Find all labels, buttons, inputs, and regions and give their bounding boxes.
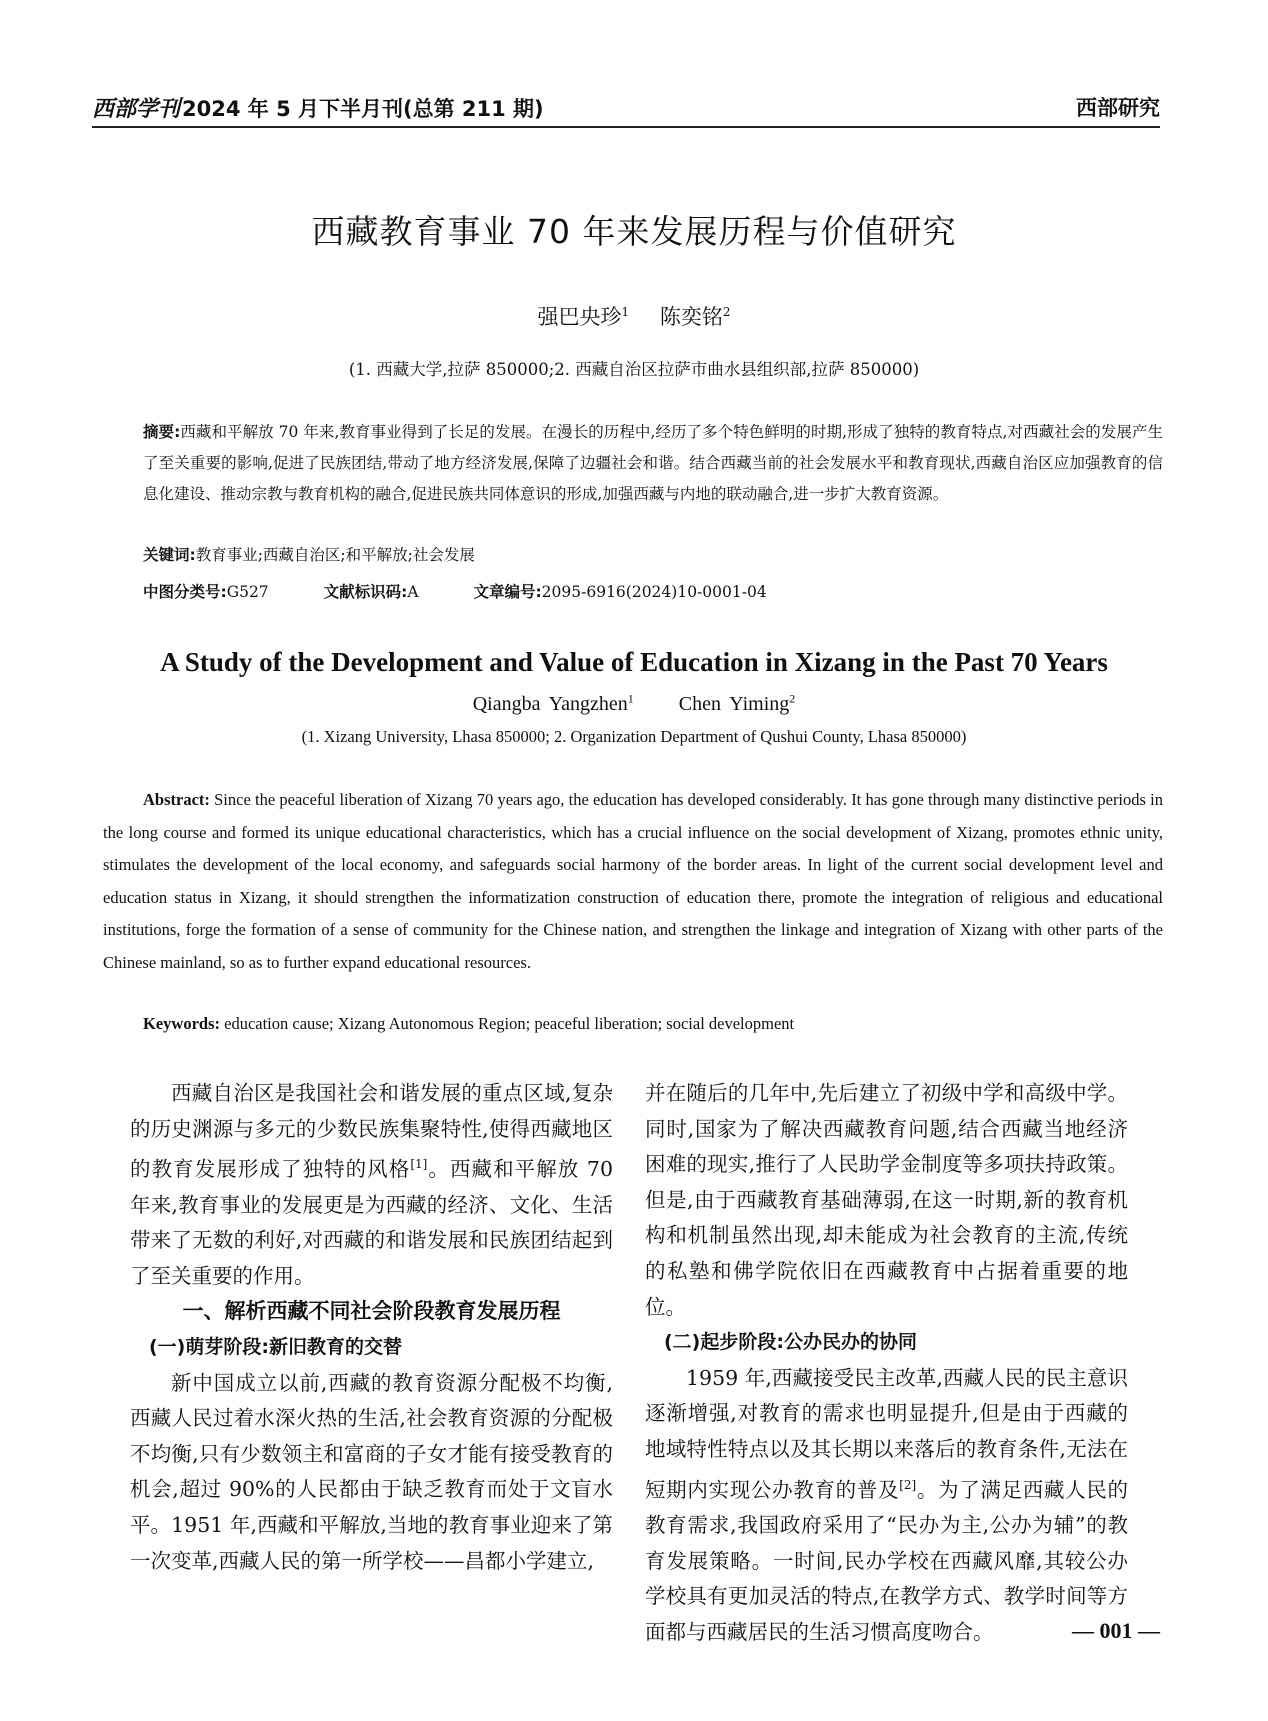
- author-name-en: Qiangba Yangzhen$^1$: [472, 691, 634, 715]
- subsection-heading: (二)起步阶段:公办民办的协同: [664, 1331, 917, 1354]
- abstract-cn-label: 摘要:: [143, 423, 181, 441]
- citation-ref: [2]: [899, 1477, 917, 1492]
- document-code: 文献标识码:A: [323, 583, 419, 601]
- body-column-right: [645, 1076, 1128, 1650]
- keywords-en-label: Keywords:: [143, 1014, 220, 1033]
- running-header: [92, 86, 1160, 128]
- intro-paragraph: 西藏自治区是我国社会和谐发展的重点区域,复杂的历史渊源与多元的少数民族集聚特性,使得西藏地区的教育发展形成了独特的风格[1]。西藏和平解放 70 年来,教育事业的发展更是为西藏的经济、文化、生活带来了无数的利好,对西藏的和谐发展和民族团结起到了至关重要的作用。: [130, 1081, 613, 1288]
- paper-title: 西藏教育事业 70 年来发展历程与价值研究: [311, 212, 957, 251]
- page-number: — 001 —: [1072, 1618, 1160, 1643]
- abstract-en: [103, 784, 1163, 979]
- abstract-en-label: Abstract:: [143, 790, 210, 809]
- body-paragraph-continued: 并在随后的几年中,先后建立了初级中学和高级中学。同时,国家为了解决西藏教育问题,结合西藏当地经济困难的现实,推行了人民助学金制度等多项扶持政策。但是,由于西藏教育基础薄弱,在这一时期,新的教育机构和机制虽然出现,却未能成为社会教育的主流,传统的私塾和佛学院依旧在西藏教育中占据着重要的地位。: [645, 1081, 1128, 1319]
- keywords-en: [143, 1014, 794, 1034]
- abstract-cn: [143, 417, 1163, 510]
- journal-logo: 西部学刊: [92, 96, 181, 122]
- author-name: 陈奕铭$^2$: [659, 305, 731, 329]
- body-paragraph: 新中国成立以前,西藏的教育资源分配极不均衡,西藏人民过着水深火热的生活,社会教育资源的分配极不均衡,只有少数领主和富商的子女才能有接受教育的机会,超过 90%的人民都由于缺乏教育而处于文盲水平。1951 年,西藏和平解放,当地的教育事业迎来了第一次变革,西藏人民的第一所学校——昌都小学建立,: [130, 1370, 613, 1573]
- subsection-heading: (一)萌芽阶段:新旧教育的交替: [149, 1335, 402, 1358]
- author-name-en: Chen Yiming$^2$: [678, 691, 796, 715]
- author-list-en: [0, 691, 1268, 716]
- body-paragraph: 1959 年,西藏接受民主改革,西藏人民的民主意识逐渐增强,对教育的需求也明显提升,但是由于西藏的地域特性特点以及其长期以来落后的教育条件,无法在短期内实现公办教育的普及[2]。为了满足西藏人民的教育需求,我国政府采用了“民办为主,公办为辅”的教育发展策略。一时间,民办学校在西藏风靡,其较公办学校具有更加灵活的特点,在教学方式、教学时间等方面都与西藏居民的生活习惯高度吻合。: [645, 1365, 1129, 1644]
- author-name: 强巴央珍$^1$: [537, 305, 630, 329]
- body-column-left: [130, 1076, 613, 1579]
- citation-ref: [1]: [410, 1157, 428, 1172]
- paper-title-en: A Study of the Development and Value of Education in Xizang in the Past 70 Years: [160, 647, 1108, 677]
- classification-line: [143, 580, 767, 602]
- article-number: 文章编号:2095-6916(2024)10-0001-04: [473, 583, 767, 601]
- section-heading: 一、解析西藏不同社会阶段教育发展历程: [182, 1299, 561, 1324]
- abstract-cn-text: 西藏和平解放 70 年来,教育事业得到了长足的发展。在漫长的历程中,经历了多个特色鲜明的时期,形成了独特的教育特点,对西藏社会的发展产生了至关重要的影响,促进了民族团结,带动了地方经济发展,保障了边疆社会和谐。结合西藏当前的社会发展水平和教育现状,西藏自治区应加强教育的信息化建设、推动宗教与教育机构的融合,促进民族共同体意识的形成,加强西藏与内地的联动融合,进一步扩大教育资源。: [143, 423, 1163, 503]
- clc-number: 中图分类号:G527: [143, 583, 269, 601]
- affiliations-en: (1. Xizang University, Lhasa 850000; 2. Organization Department of Qushui County, Lhasa 850000): [301, 727, 967, 746]
- keywords-cn-label: 关键词:: [143, 546, 196, 564]
- keywords-en-text: education cause; Xizang Autonomous Region; peaceful liberation; social development: [224, 1014, 795, 1033]
- journal-issue: [92, 92, 544, 123]
- author-list: [0, 301, 1268, 331]
- abstract-en-text: Since the peaceful liberation of Xizang 70 years ago, the education has developed considerably. It has gone through many distinctive periods in the long course and formed its unique educational characteristics, which has a crucial influence on the social development of Xizang, promotes ethnic unity, stimulates the development of the local economy, and safeguards social harmony of the border areas. In light of the current social development level and education status in Xizang, it should strengthen the informatization construction of education there, promote the integration of religious and educational institutions, forge the formation of a sense of community for the Chinese nation, and strengthen the linkage and integration of Xizang with other parts of the Chinese mainland, so as to further expand educational resources.: [103, 790, 1163, 972]
- affiliations: (1. 西藏大学,拉萨 850000;2. 西藏自治区拉萨市曲水县组织部,拉萨 850000): [348, 360, 920, 379]
- keywords-cn-text: 教育事业;西藏自治区;和平解放;社会发展: [195, 546, 475, 564]
- section-name: 西部研究: [1076, 96, 1160, 120]
- keywords-cn: [143, 543, 475, 565]
- issue-info: 2024 年 5 月下半月刊(总第 211 期): [182, 97, 544, 121]
